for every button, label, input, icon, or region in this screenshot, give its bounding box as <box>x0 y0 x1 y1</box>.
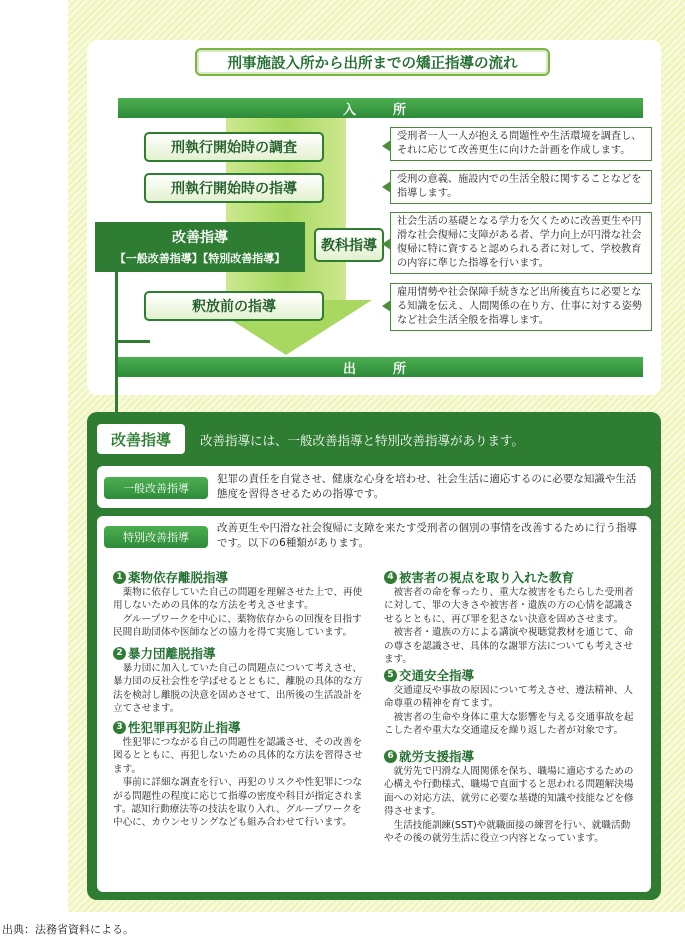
category-sex-offense-title: 性犯罪再犯防止指導 <box>128 720 241 735</box>
step-initial-guidance: 刑執行開始時の指導 <box>144 173 324 203</box>
kaizen-section-intro: 改善指導には、一般改善指導と特別改善指導があります。 <box>200 433 525 448</box>
kaizen-box <box>95 222 305 272</box>
number-icon: 1 <box>113 571 126 584</box>
category-employment-para: 就労先で円滑な人間関係を保ち、職場に適応するための心構えや行動様式、職場で直面すると思われる問題解決場面への対応方法、就労に必要な基礎的知識や技能などを修得させます。 <box>384 766 634 818</box>
kaizen-box-subtitle: 【一般改善指導】【特別改善指導】 <box>114 252 286 265</box>
number-icon: 2 <box>113 647 126 660</box>
number-icon: 5 <box>384 669 397 682</box>
special-guidance-label: 特別改善指導 <box>104 526 208 548</box>
category-traffic <box>384 666 634 738</box>
exit-band: 出 所 <box>118 357 643 377</box>
flow-title: 刑事施設入所から出所までの矯正指導の流れ <box>195 48 550 76</box>
category-victim-para: 被害者・遺族の方による講演や視聴覚教材を通じて、命の尊さを認識させ、具体的な謝罪方法についても考えさせます。 <box>384 627 634 666</box>
kaizen-section-tab: 改善指導 <box>97 424 185 454</box>
category-sex-offense-para: 性犯罪につながる自己の問題性を認識させ、その改善を図るとともに、再犯しないための具体的な方法を習得させます。 <box>113 737 363 775</box>
kaizen-box-title: 改善指導 <box>172 230 228 246</box>
general-guidance-text: 犯罪の責任を自覚させ、健康な心身を培わせ、社会生活に適応するのに必要な知識や生活態度を習得させるための指導です。 <box>217 473 637 500</box>
category-drug <box>113 568 363 640</box>
number-icon: 3 <box>113 721 126 734</box>
general-guidance-label: 一般改善指導 <box>104 477 208 499</box>
step-subject-guidance: 教科指導 <box>314 228 384 262</box>
category-gang-para: 暴力団に加入していた自己の問題点について考えさせ、暴力団の反社会性を学ばせるとともに、離脱の具体的な方法を検討し離脱の決意を固めさせて、出所後の生活設計を立てさせます。 <box>113 663 363 715</box>
category-victim <box>384 568 634 666</box>
number-icon: 4 <box>384 571 397 584</box>
step-pre-release-guidance: 釈放前の指導 <box>144 291 324 321</box>
category-traffic-para: 被害者の生命や身体に重大な影響を与える交通事故を起こした者や重大な交通違反を繰り返した者が対象です。 <box>384 711 634 737</box>
kaizen-connector-horizontal <box>115 340 150 343</box>
special-guidance-text: 改善更生や円滑な社会復帰に支障を来たす受刑者の個別の事情を改善するために行う指導です。以下の6種類があります。 <box>217 522 637 549</box>
category-sex-offense <box>113 718 363 830</box>
category-sex-offense-para: 事前に詳細な調査を行い、再犯のリスクや性犯罪につながる問題性の程度に応じて指導の密度や科目が指定されます。認知行動療法等の技法を取り入れ、グループワークを中心に、カウンセリングなども組み合わせて行います。 <box>113 777 363 829</box>
category-employment-title: 就労支援指導 <box>399 749 475 764</box>
step-initial-survey-desc: 受刑者一人一人が抱える問題性や生活環境を調査し、それに応じて改善更生に向けた計画を作成します。 <box>390 127 652 161</box>
category-victim-title: 被害者の視点を取り入れた教育 <box>399 570 575 585</box>
category-drug-para: 薬物に依存していた自己の問題を理解させた上で、再使用しないための具体的な方法を考えさせます。 <box>113 587 363 612</box>
category-victim-para: 被害者の命を奪ったり、重大な被害をもたらした受刑者に対して、罪の大きさや被害者・遺族の方の心情を認識させるとともに、再び罪を犯さない決意を固めさせます。 <box>384 587 634 625</box>
step-subject-guidance-desc: 社会生活の基礎となる学力を欠くために改善更生や円滑な社会復帰に支障がある者、学力向上が円滑な社会復帰に特に資すると認められる者に対して、学校教育の内容に準じた指導を行います。 <box>390 212 652 274</box>
category-traffic-para: 交通違反や事故の原因について考えさせ、遵法精神、人命尊重の精神を育てます。 <box>384 685 633 710</box>
number-icon: 6 <box>384 750 397 763</box>
step-initial-survey: 刑執行開始時の調査 <box>144 132 324 162</box>
category-employment <box>384 747 634 845</box>
category-traffic-title: 交通安全指導 <box>399 668 475 683</box>
category-gang-title: 暴力団離脱指導 <box>128 646 216 661</box>
kaizen-connector-vertical <box>115 272 118 418</box>
category-gang <box>113 644 363 716</box>
step-pre-release-desc: 雇用情勢や社会保障手続きなど出所後直ちに必要となる知識を伝え、人間関係の在り方、仕事に対する姿勢など社会生活全般を指導します。 <box>390 283 652 331</box>
category-employment-para: 生活技能訓練(SST)や就職面接の練習を行い、就職活動やその後の就労生活に役立つ内容となっています。 <box>384 819 631 845</box>
step-initial-guidance-desc: 受刑の意義、施設内での生活全般に関することなどを指導します。 <box>390 170 652 204</box>
source-note: 出典：法務省資料による。 <box>2 923 134 936</box>
entry-band: 入 所 <box>118 98 643 118</box>
category-drug-title: 薬物依存離脱指導 <box>128 570 229 585</box>
category-drug-para: グループワークを中心に、薬物依存からの回復を目指す民間自助団体や医師などの協力を得て実施しています。 <box>113 613 362 639</box>
